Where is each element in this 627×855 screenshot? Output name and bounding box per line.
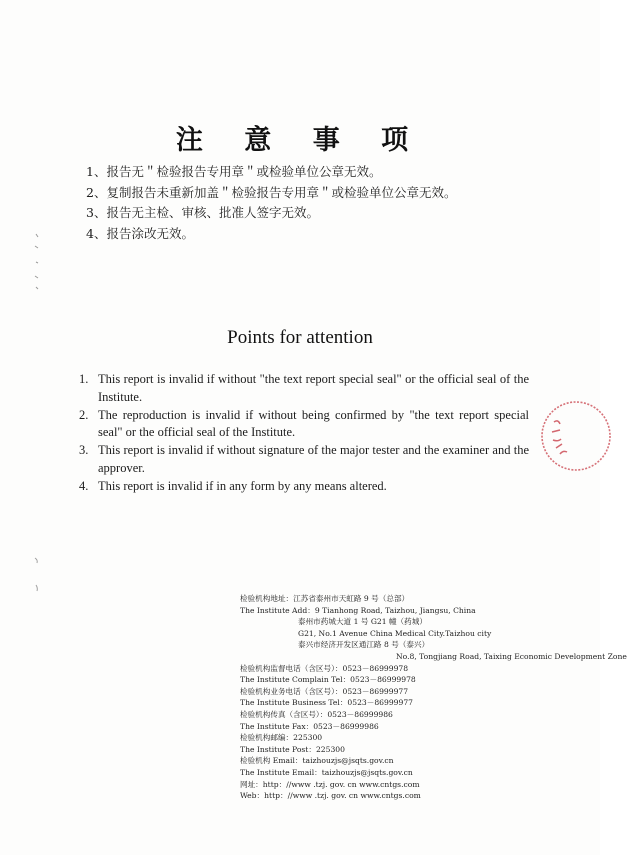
email-cn: 检验机构 Email：taizhouzjs@jsqts.gov.cn xyxy=(240,756,394,766)
address-en: No.8, Tongjiang Road, Taixing Economic Development Zone xyxy=(396,651,627,661)
seal-stamp-icon xyxy=(536,396,616,476)
address-en: G21, No.1 Avenue China Medical City.Taizhou city xyxy=(298,628,492,638)
cn-notice-item: 3、报告无主检、审核、批准人签字无效。 xyxy=(86,205,319,220)
institute-contact-block xyxy=(240,593,627,802)
business-tel-en: The Institute Business Tel：0523－86999977 xyxy=(240,698,413,708)
en-notice-text: This report is invalid if in any form by any means altered. xyxy=(98,478,387,493)
address-cn: 检验机构地址：江苏省泰州市天虹路 9 号（总部） xyxy=(240,594,410,603)
cn-notice-item: 1、报告无＂检验报告专用章＂或检验单位公章无效。 xyxy=(86,164,382,179)
en-notice-number: 3. xyxy=(79,443,89,457)
cn-notice-title: 注 意 事 项 xyxy=(175,125,425,156)
cn-notice-list xyxy=(86,162,546,244)
website-en: Web：http：//www .tzj. gov. cn www.cntgs.com xyxy=(240,791,421,801)
post-en: The Institute Post：225300 xyxy=(240,744,345,754)
fax-en: The Institute Fax：0523－86999986 xyxy=(240,721,379,731)
cn-notice-item: 4、报告涂改无效。 xyxy=(86,225,194,241)
en-notice-item xyxy=(79,442,529,477)
scan-marks-icon xyxy=(30,555,44,600)
complain-tel-cn: 检验机构监督电话（含区号）：0523－86999978 xyxy=(240,663,409,673)
en-notice-title: Points for attention xyxy=(227,327,373,348)
cn-notice-item: 2、复制报告未重新加盖＂检验报告专用章＂或检验单位公章无效。 xyxy=(86,184,457,200)
fax-cn: 检验机构传真（含区号）：0523－86999986 xyxy=(240,709,393,719)
en-notice-text: This report is invalid if without signature of the major tester and the examiner and the approver. xyxy=(98,443,529,475)
en-notice-item xyxy=(79,407,529,442)
en-notice-item xyxy=(79,478,529,496)
business-tel-cn: 检验机构业务电话（含区号）：0523－86999977 xyxy=(240,686,409,696)
en-notice-item xyxy=(79,371,529,406)
en-notice-number: 2. xyxy=(79,407,89,422)
complain-tel-en: The Institute Complain Tel：0523－86999978 xyxy=(240,675,416,685)
en-notice-number: 4. xyxy=(79,478,89,493)
website-cn: 网址：http：//www .tzj. gov. cn www.cntgs.com xyxy=(240,779,420,789)
post-cn: 检验机构邮编：225300 xyxy=(240,733,323,743)
address-cn: 泰兴市经济开发区通江路 8 号（泰兴） xyxy=(298,640,430,650)
address-cn: 泰州市药城大道 1 号 G21 幢（药城） xyxy=(298,617,427,627)
address-en: The Institute Add：9 Tianhong Road, Taizhou, Jiangsu, China xyxy=(240,605,476,615)
en-notice-number: 1. xyxy=(79,372,89,386)
en-notice-list xyxy=(79,371,529,496)
email-en: The Institute Email：taizhouzjs@jsqts.gov.cn xyxy=(240,767,413,777)
en-notice-text: This report is invalid if without "the text report special seal" or the official seal of the Institute. xyxy=(98,372,529,404)
en-notice-text: The reproduction is invalid if without being confirmed by "the text report special seal" or the official seal of the Institute. xyxy=(98,407,529,439)
scan-marks-icon xyxy=(30,232,44,292)
